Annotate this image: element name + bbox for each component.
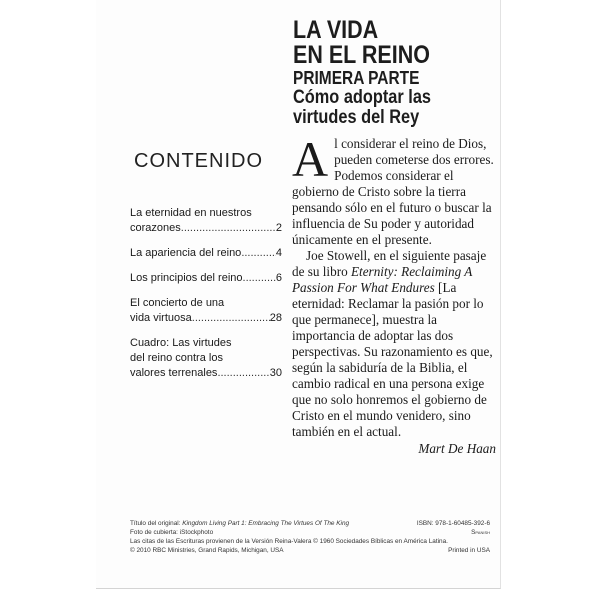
intro-paragraph-2-lead: Joe Stowell, en el siguiente pasaje de su libro — [292, 248, 487, 279]
booklet-title — [293, 18, 474, 128]
original-title: Kingdom Living Part 1: Embracing The Virtues Of The King — [182, 520, 350, 527]
cover-credit: Foto de cubierta: iStockphoto — [130, 529, 214, 536]
drop-cap: A — [292, 131, 329, 187]
intro-text — [292, 131, 496, 457]
toc-item-line: Los principios del reino — [130, 272, 243, 284]
toc-page-number: 28 — [269, 312, 282, 324]
toc-leader — [243, 271, 276, 286]
subtitle-line-2: virtudes del Rey — [293, 107, 420, 128]
title-line-2: EN EL REINO — [293, 41, 430, 69]
scripture-note: Las citas de las Escrituras provienen de la Versión Reina-Valera © 1960 Sociedades Bíblicas en América Latina. — [130, 538, 448, 545]
toc-item-eternidad[interactable] — [130, 206, 282, 236]
subtitle-line-1: Cómo adoptar las — [293, 87, 432, 108]
toc-page-number: 6 — [275, 272, 282, 284]
isbn: ISBN: 978-1-60485-392-6 — [416, 520, 490, 527]
toc-item-line: La eternidad en nuestros — [130, 207, 252, 219]
toc-heading: CONTENIDO — [134, 150, 263, 172]
original-title-label: Título del original: — [130, 520, 183, 527]
intro-paragraph-2 — [292, 248, 496, 440]
intro-paragraph-1-text: l considerar el reino de Dios, pueden cometerse dos errores. Podemos considerar el gobierno de Cristo sobre la tierra pensando sólo en el futuro o buscar la influencia de Su poder y autoridad únicamente en el presente. — [292, 136, 494, 247]
toc-item-line: valores terrenales — [130, 367, 218, 379]
toc-leader — [181, 221, 276, 236]
original-title-line — [130, 519, 349, 528]
copyright-footer — [130, 519, 490, 555]
author-signature: Mart De Haan — [418, 441, 496, 456]
toc-item-line: vida virtuosa — [130, 312, 192, 324]
toc-page-number: 2 — [275, 222, 282, 234]
toc-leader — [241, 246, 276, 261]
toc-item-cuadro[interactable] — [130, 336, 282, 381]
toc-page-number: 4 — [275, 247, 282, 259]
toc-item-line: Cuadro: Las virtudes — [130, 337, 232, 349]
title-line-1: LA VIDA — [293, 16, 379, 44]
intro-paragraph-2-rest: [La eternidad: Reclamar la pasión por lo que permanece], muestra la importancia de adoptar las dos perspectivas. Su razonamiento es que, según la sabiduría de la Biblia, el cambio radical en una persona exige que no solo honremos el gobierno de Cristo en el mundo venidero, sino también en el actual. — [292, 280, 493, 439]
intro-paragraph-1 — [292, 131, 496, 248]
copyright-line: © 2010 RBC Ministries, Grand Rapids, Michigan, USA — [130, 547, 284, 554]
toc-item-principios[interactable] — [130, 271, 282, 286]
toc-leader — [192, 311, 270, 326]
toc-item-line: del reino contra los — [130, 352, 223, 364]
book-title: Eternity: Reclaiming A Passion For What Endures — [292, 264, 473, 295]
toc-item-line: corazones — [130, 222, 181, 234]
printed-in: Printed in USA — [448, 547, 490, 554]
toc-page-number: 30 — [269, 367, 282, 379]
toc-leader — [217, 366, 269, 381]
toc-item-apariencia[interactable] — [130, 246, 282, 261]
toc-item-line: El concierto de una — [130, 297, 225, 309]
table-of-contents — [130, 206, 282, 391]
toc-item-concierto[interactable] — [130, 296, 282, 326]
title-part: PRIMERA PARTE — [293, 68, 420, 88]
language-label: Spanish — [471, 529, 490, 536]
toc-item-line: La apariencia del reino — [130, 247, 242, 259]
